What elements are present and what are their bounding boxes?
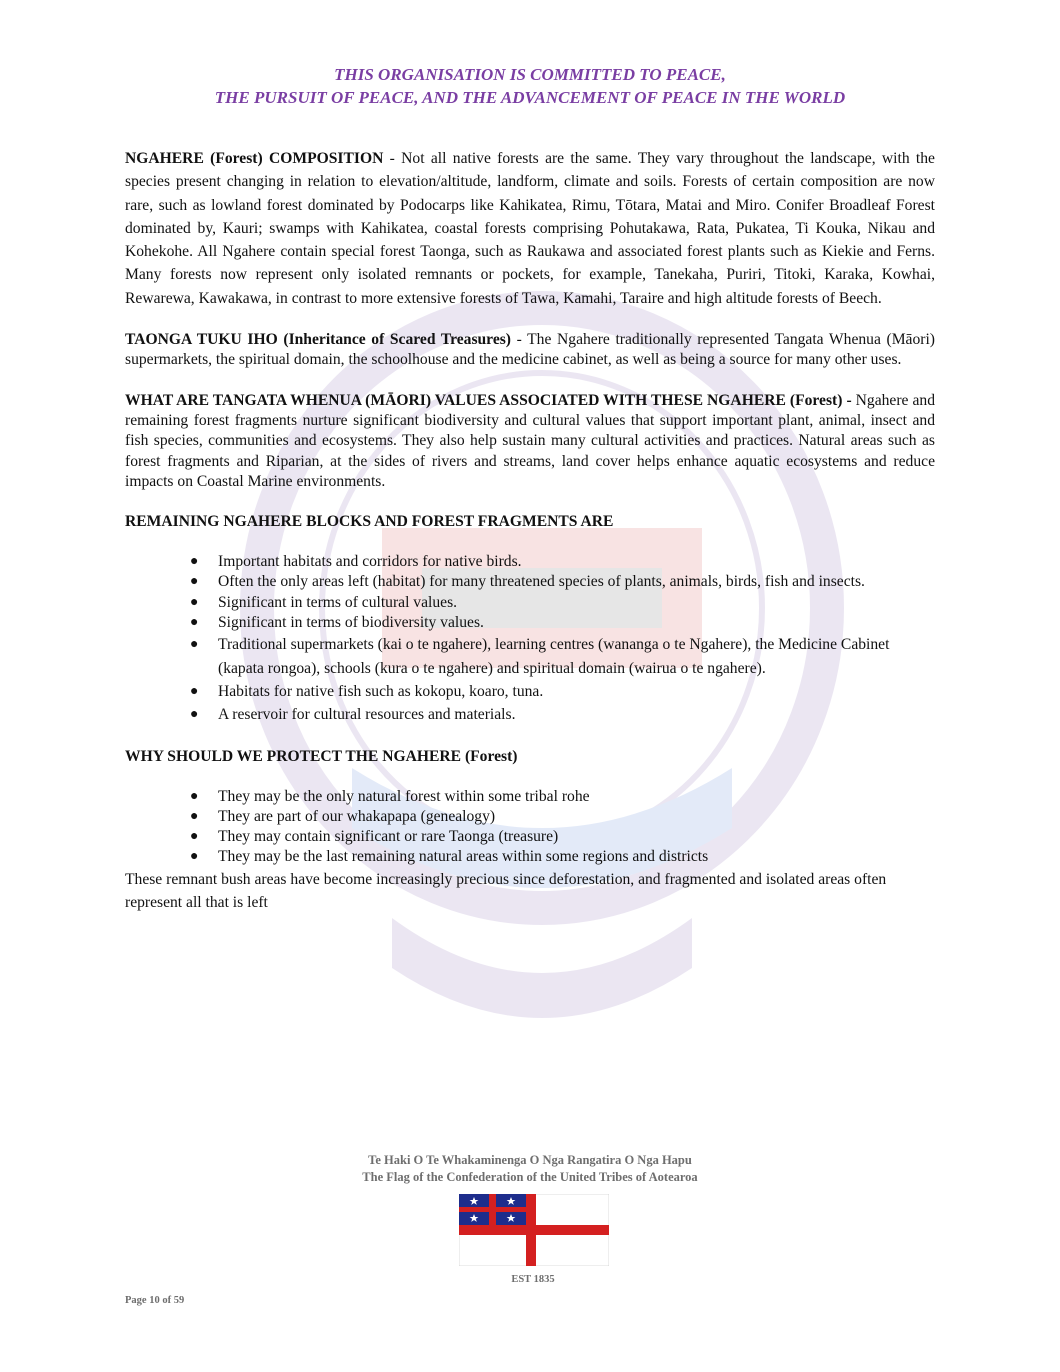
footer-caption [0,1152,1060,1186]
bullet-icon: ● [190,554,199,570]
taonga-heading: TAONGA TUKU IHO (Inheritance of Scared Treasures) [125,331,512,349]
composition-text: - Not all native forests are the same. They vary throughout the landscape, with the species present changing in relation to elevation/altitude, landform, climate and soils. Forests of certain composition are now rare, such as lowland forest dominated by Podocarps like Kahikatea, Rimu, Tōtara, Matai and Miro. Conifer Broadleaf Forest dominated by, Kauri; swamps with Kahikatea, coastal forests comprising Pohutakawa, Rata, Pukatea, Ti Kouka, Nikau and Kohekohe. All Ngahere contain special forest Taonga, such as Raukawa and associated forest plants such as Kiekie and Ferns. Many forests now represent only isolated remnants or pockets, for example, Tanekaha, Puriri, Titoki, Karaka, Kowhai, Rewarewa, Kawakawa, in contrast to more extensive forests of Tawa, Kamahi, Taraire and high altitude forests of Beech. [125,150,935,307]
page-header [0,63,1060,109]
bullet-icon: ● [190,707,199,723]
values-heading: WHAT ARE TANGATA WHENUA (MĀORI) VALUES ASSOCIATED WITH THESE NGAHERE (Forest) - [125,391,852,409]
bullet-icon: ● [190,637,199,653]
list-item: ● Important habitats and corridors for native birds. [218,552,935,572]
closing-paragraph: These remnant bush areas have become increasingly precious since deforestation, and fragmented and isolated areas often represent all that is left [125,870,887,912]
remaining-list [125,552,935,726]
est-label: EST 1835 [511,1274,555,1285]
list-item: ● They may be the only natural forest within some tribal rohe [218,787,935,807]
bullet-icon: ● [190,829,199,845]
list-item: ● Traditional supermarkets (kai o te ngahere), learning centres (wananga o te Ngahere), the Medicine Cabinet (kapata rongoa), schools (kura o te ngahere) and spiritual domain (wairua o te ngahere). [218,633,935,680]
list-item: ● Habitats for native fish such as kokopu, koaro, tuna. [218,680,935,703]
header-line-1: THIS ORGANISATION IS COMMITTED TO PEACE, [334,65,726,84]
list-item: ● They may contain significant or rare Taonga (treasure) [218,827,935,847]
list-item: ● Significant in terms of cultural values. [218,593,935,613]
protect-title: WHY SHOULD WE PROTECT THE NGAHERE (Forest) [125,747,518,765]
bullet-icon: ● [190,615,199,631]
values-text: Ngahere and remaining forest fragments nurture significant biodiversity and cultural values that support important plant, animal, insect and fish species, communities and ecosystems. They also help sustain many cultural activities and practices. Natural areas such as forest fragments and Riparian, at the sides of rivers and streams, land cover helps enhance aquatic ecosystems and reduce impacts on Coastal Marine environments. [125,391,935,490]
list-item: ● A reservoir for cultural resources and materials. [218,703,935,726]
footer-line-1: Te Haki O Te Whakaminenga O Nga Rangatira O Nga Hapu [368,1153,692,1167]
list-item: ● Significant in terms of biodiversity values. [218,613,935,633]
bullet-icon: ● [190,849,199,865]
united-tribes-flag-icon [459,1194,609,1266]
bullet-icon: ● [190,683,199,699]
list-item: ● They are part of our whakapapa (genealogy) [218,807,935,827]
list-item: ● They may be the last remaining natural areas within some regions and districts [218,847,935,867]
bullet-icon: ● [190,808,199,824]
taonga-paragraph [125,330,935,371]
composition-heading: NGAHERE (Forest) COMPOSITION [125,150,384,167]
composition-paragraph [125,147,935,310]
bullet-icon: ● [190,574,199,590]
document-body [125,147,935,914]
page-number: Page 10 of 59 [125,1295,185,1306]
footer-line-2: The Flag of the Confederation of the United Tribes of Aotearoa [362,1170,698,1184]
bullet-icon: ● [190,788,199,804]
taonga-text: - The Ngahere traditionally represented Tangata Whenua (Māori) supermarkets, the spiritual domain, the schoolhouse and the medicine cabinet, as well as being a source for many other uses. [125,331,935,369]
protect-list [125,787,935,868]
bullet-icon: ● [190,594,199,610]
values-paragraph [125,391,935,492]
header-line-2: THE PURSUIT OF PEACE, AND THE ADVANCEMENT OF PEACE IN THE WORLD [214,88,846,107]
remaining-title: REMAINING NGAHERE BLOCKS AND FOREST FRAGMENTS ARE [125,513,614,531]
list-item: ● Often the only areas left (habitat) for many threatened species of plants, animals, birds, fish and insects. [218,572,935,592]
